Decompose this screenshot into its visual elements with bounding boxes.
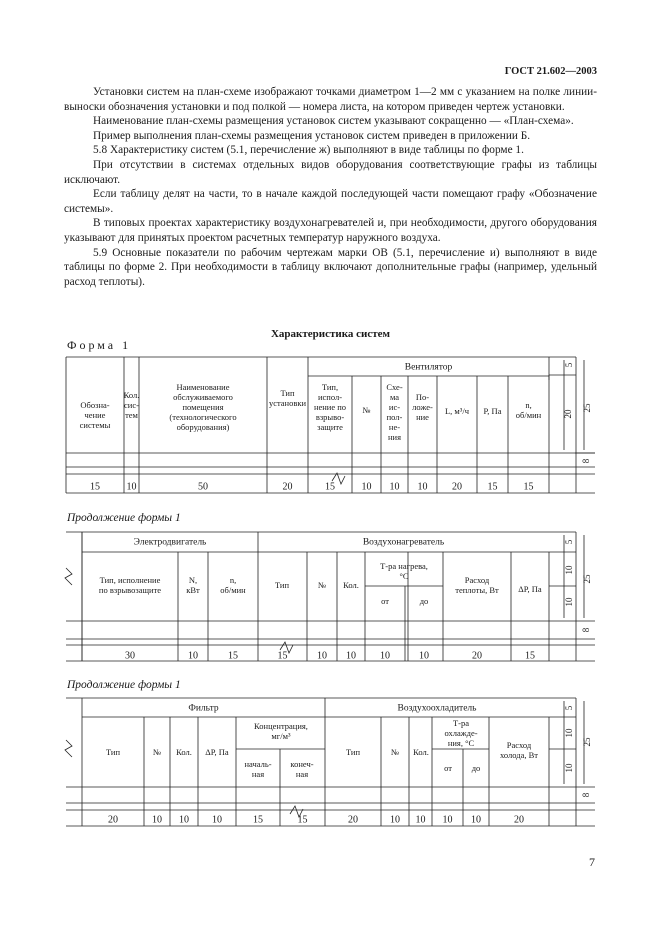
paragraph: Пример выполнения план-схемы размещения установок систем приведен в приложении Б. [93, 129, 531, 142]
column-header: об/мин [515, 409, 542, 420]
column-width: 10 [380, 650, 390, 662]
column-width: 15 [325, 481, 335, 493]
column-header: Тип [345, 746, 361, 757]
dimension-label: 8 [581, 458, 592, 464]
column-width: 10 [417, 481, 428, 493]
column-width: 10 [389, 481, 400, 493]
column-header: системы [79, 419, 111, 430]
column-width: 10 [126, 481, 137, 493]
group-header: Вентилятор [404, 362, 453, 373]
column-header: Концентрация, [254, 720, 308, 731]
column-width: 10 [361, 481, 372, 493]
paragraph: В типовых проектах характеристику воздухонагревателей и, при необходимости, другого оборудования указывают для принятых проектом расчетных температур наружного воздуха. [64, 217, 597, 244]
column-width: 15 [253, 814, 263, 826]
column-header: ния, °С [447, 737, 475, 748]
table-title: Характеристика систем [270, 328, 391, 340]
column-header: ис- [388, 401, 401, 412]
column-width: 15 [277, 650, 288, 662]
dimension-label: 10 [564, 597, 575, 607]
table-continuation-1 [65, 532, 595, 662]
dimension-label: 10 [564, 728, 575, 738]
column-header: до [419, 595, 429, 606]
paragraph: 5.8 Характеристику систем (5.1, перечисление ж) выполняют в виде таблицы по форме 1. [93, 144, 524, 157]
column-header: ма [389, 391, 400, 402]
column-header: до [471, 762, 481, 773]
dimension-label: 10 [564, 763, 575, 773]
column-header: чение [84, 409, 106, 420]
column-header: ния [387, 431, 402, 442]
column-header: ная [295, 768, 309, 779]
column-width: 20 [348, 814, 358, 826]
column-header: ная [251, 768, 265, 779]
document-code: ГОСТ 21.602—2003 [504, 66, 597, 77]
column-width: 10 [212, 814, 222, 826]
column-header: Кол. [413, 746, 429, 757]
column-width: 10 [390, 814, 400, 826]
form-label: Форма 1 [67, 338, 132, 352]
column-header: Тип, исполнение [99, 574, 161, 585]
column-header: № [362, 404, 371, 415]
column-header: Расход [506, 739, 532, 750]
break-mark [65, 568, 72, 585]
dimension-label: 10 [564, 565, 575, 575]
group-header: Фильтр [188, 703, 219, 714]
column-header: теплоты, Вт [455, 584, 499, 595]
group-header: Воздухоохладитель [397, 703, 477, 714]
column-header: обслуживаемого [173, 391, 233, 402]
dimension-label: 5 [564, 362, 575, 368]
paragraph: Наименование план-схемы размещения установок систем указывают сокращенно — «План-схема». [93, 115, 574, 128]
column-width: 10 [415, 814, 426, 826]
column-width: 15 [297, 814, 308, 826]
column-header: n, [229, 574, 237, 585]
column-header: Кол. [343, 579, 359, 590]
column-header: не- [388, 421, 401, 432]
column-width: 10 [442, 814, 453, 826]
paragraph: Установки систем на план-схеме изображают точками диаметром 1—2 мм с указанием на полке линии-выноски обозначения установки и под полкой — номера листа, на котором приведен чертеж установки. [64, 86, 597, 113]
column-width: 10 [346, 650, 356, 662]
paragraph: При отсутствии в системах отдельных видов оборудования соответствующие графы из таблицы исключают. [64, 158, 597, 186]
column-header: P, Па [483, 405, 502, 416]
column-width: 15 [90, 481, 100, 493]
column-header: холода, Вт [499, 749, 539, 760]
column-header: Обозна- [80, 399, 110, 410]
column-header: °С [399, 570, 409, 581]
column-width: 15 [525, 650, 535, 662]
column-header: Т-ра нагрева, [380, 560, 428, 571]
column-header: № [152, 746, 162, 757]
column-width: 20 [514, 814, 524, 826]
column-width: 10 [317, 650, 327, 662]
column-width: 30 [125, 650, 135, 662]
column-header: охлажде- [444, 727, 478, 738]
column-header: по взрывозащите [98, 584, 162, 595]
column-width: 15 [487, 481, 498, 493]
column-header: № [317, 579, 327, 590]
continuation-label: Продолжение формы 1 [67, 679, 181, 691]
dimension-label: 8 [581, 627, 592, 633]
column-header: По- [415, 391, 430, 402]
column-header: от [444, 762, 452, 773]
column-header: тем [125, 409, 138, 420]
continuation-label: Продолжение формы 1 [67, 512, 181, 524]
column-width: 20 [452, 481, 462, 493]
dimension-label: 25 [582, 737, 593, 747]
column-header: оборудования) [176, 421, 230, 432]
column-header: ΔP, Па [518, 583, 542, 594]
column-width: 10 [419, 650, 429, 662]
column-header: Тип [280, 387, 295, 398]
column-header: от [381, 595, 389, 606]
column-header: № [390, 746, 400, 757]
dimension-label: 20 [563, 409, 574, 419]
dimension-label: 25 [582, 403, 593, 413]
column-header: взрыво- [315, 411, 345, 422]
table-continuation-2 [65, 698, 595, 826]
dimension-label: 5 [564, 539, 575, 545]
column-header: ΔP, Па [205, 746, 229, 757]
column-header: Расход [464, 574, 490, 585]
page-number: 7 [589, 855, 595, 869]
column-header: Т-ра [452, 717, 470, 728]
dimension-label: 25 [582, 574, 593, 584]
column-header: помещения [182, 401, 224, 412]
column-header: Наименование [176, 381, 230, 392]
column-header: сис- [124, 399, 139, 410]
column-header: началь- [244, 758, 272, 769]
column-header: Тип, [321, 381, 339, 392]
column-header: Кол. [176, 746, 192, 757]
column-header: ложе- [412, 401, 433, 412]
table-form-1 [66, 357, 595, 493]
column-header: защите [317, 421, 343, 432]
column-header: кВт [186, 584, 200, 595]
column-width: 20 [472, 650, 482, 662]
group-header: Электродвигатель [133, 537, 207, 548]
column-width: 10 [152, 814, 162, 826]
column-width: 10 [179, 814, 189, 826]
column-header: Кол. [123, 389, 140, 400]
paragraph: 5.9 Основные показатели по рабочим чертежам марки ОВ (5.1, перечисление и) выполняют в виде таблицы по форме 2. При необходимости в таблицу включают дополнительные графы (например, удельный расход теплоты). [64, 246, 597, 288]
column-header: n, [525, 399, 532, 410]
column-width: 15 [228, 650, 238, 662]
column-width: 20 [108, 814, 118, 826]
column-header: (технологического [169, 411, 237, 422]
column-width: 20 [282, 481, 293, 493]
column-header: пол- [386, 411, 403, 422]
column-width: 15 [523, 481, 534, 493]
column-width: 10 [188, 650, 198, 662]
column-header: конеч- [290, 758, 314, 769]
column-header: установки [268, 397, 307, 408]
column-header: N, [188, 574, 198, 585]
column-header: Тип [105, 746, 121, 757]
column-header: об/мин [220, 584, 246, 595]
paragraph: Если таблицу делят на части, то в начале каждой последующей части помещают графу «Обозначение системы». [64, 188, 597, 215]
group-header: Воздухонагреватель [362, 537, 445, 548]
column-header: ние [416, 411, 429, 422]
column-width: 10 [471, 814, 481, 826]
column-header: Схе- [386, 381, 403, 392]
column-header: испол- [317, 391, 343, 402]
column-header: Тип [274, 579, 290, 590]
column-header: мг/м³ [271, 730, 291, 741]
column-header: нение по [313, 401, 347, 412]
column-width: 50 [198, 481, 208, 493]
dimension-label: 8 [581, 792, 592, 798]
break-mark [65, 740, 72, 757]
column-header: L, м³/ч [444, 405, 470, 416]
dimension-label: 5 [564, 705, 575, 711]
